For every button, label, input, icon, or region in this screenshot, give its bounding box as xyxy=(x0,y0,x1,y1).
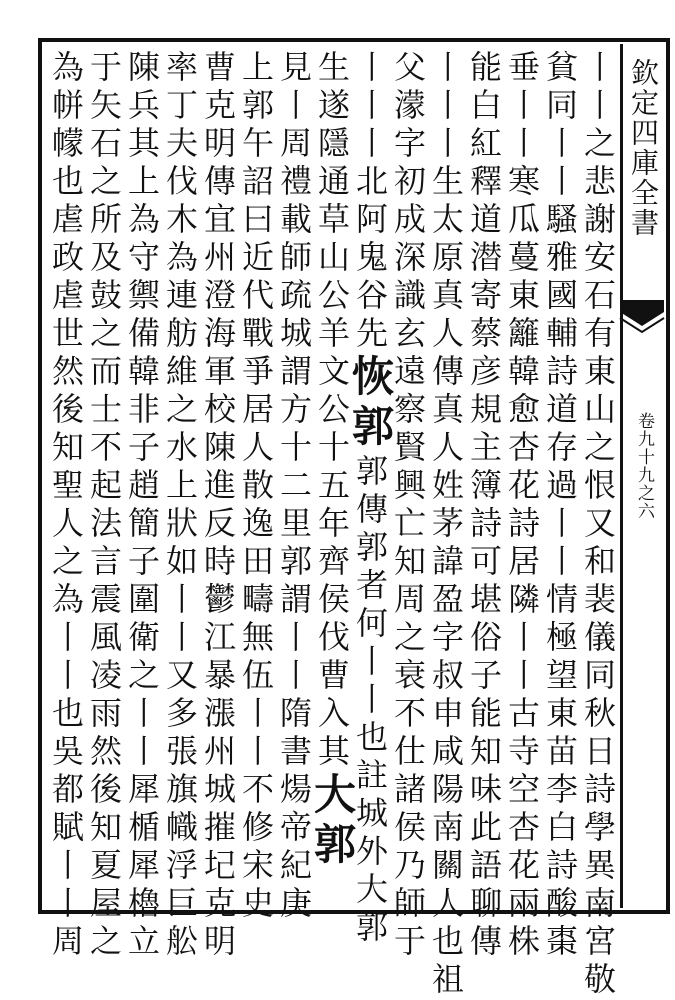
text-column-5: 丨丨丨生太原真人傳真人姓茅諱盈字叔申咸陽南關人也祖 xyxy=(427,50,465,1000)
text-column-6: 父濛字初成深識玄遠察賢興亡知周之衰不仕諸侯乃師于 xyxy=(389,50,427,962)
column-7-text: 丨丨丨北阿鬼谷先 xyxy=(351,50,389,354)
volume-label: 卷九十九之六 xyxy=(634,412,654,520)
text-column-11: 曹克明傳宜州澄海軍校陳進反時鬱江暴漲州城摧圮克明 xyxy=(199,50,237,962)
text-column-13: 陳兵其上為守禦備韓非子趙簡子圍衛之丨丨犀楯犀櫓立 xyxy=(123,50,161,962)
text-column-8 xyxy=(308,50,357,902)
text-column-15: 為帡幪也虐政虐世然後知聖人之為丨丨也吳都賦丨丨周 xyxy=(47,50,85,962)
text-column-3: 垂丨丨寒瓜蔓東籬韓愈杏花詩居隣丨丨古寺空杏花兩株 xyxy=(503,50,541,962)
text-column-1: 丨丨之悲謝安石有東山之恨又和裴儀同秋日詩學異南宮敬 xyxy=(579,50,617,1000)
entry-heading-huoguo: 恢郭 xyxy=(346,354,395,454)
text-column-4: 能白紅釋道潜寄蔡彦規主簿詩可堪俗子能知味此語聊傳 xyxy=(465,50,503,962)
text-column-10: 上郭午詔曰近代戰爭居人散逸田疇無伍丨丨不修宋史 xyxy=(237,50,275,924)
column-8-text: 生遂隱通草山 xyxy=(313,50,351,278)
entry-heading-daguo: 大郭 xyxy=(308,772,357,872)
fishtail-mark-icon xyxy=(620,300,664,340)
column-7-tail: 郭傳郭者何丨丨也註城外大郭 xyxy=(351,454,389,948)
text-column-14: 于矢石之所及鼓之而士不起法言震風凌雨然後知夏屋之 xyxy=(85,50,123,962)
text-column-9: 見丨周禮載師疏城謂方十二里郭謂丨丨隋書煬帝紀庚 xyxy=(275,50,313,924)
column-8-mid: 公羊文公十五年齊侯伐曹入其 xyxy=(313,278,351,772)
text-column-12: 率丁夫伐木為連舫維之水上狀如丨丨又多張旗幟浮巨舩 xyxy=(161,50,199,962)
text-column-2: 貧同丨丨騷雅國輔詩道存過丨丨情極望東苗李白詩酸棗 xyxy=(541,50,579,962)
book-title: 欽定四庫全書 xyxy=(627,58,660,238)
